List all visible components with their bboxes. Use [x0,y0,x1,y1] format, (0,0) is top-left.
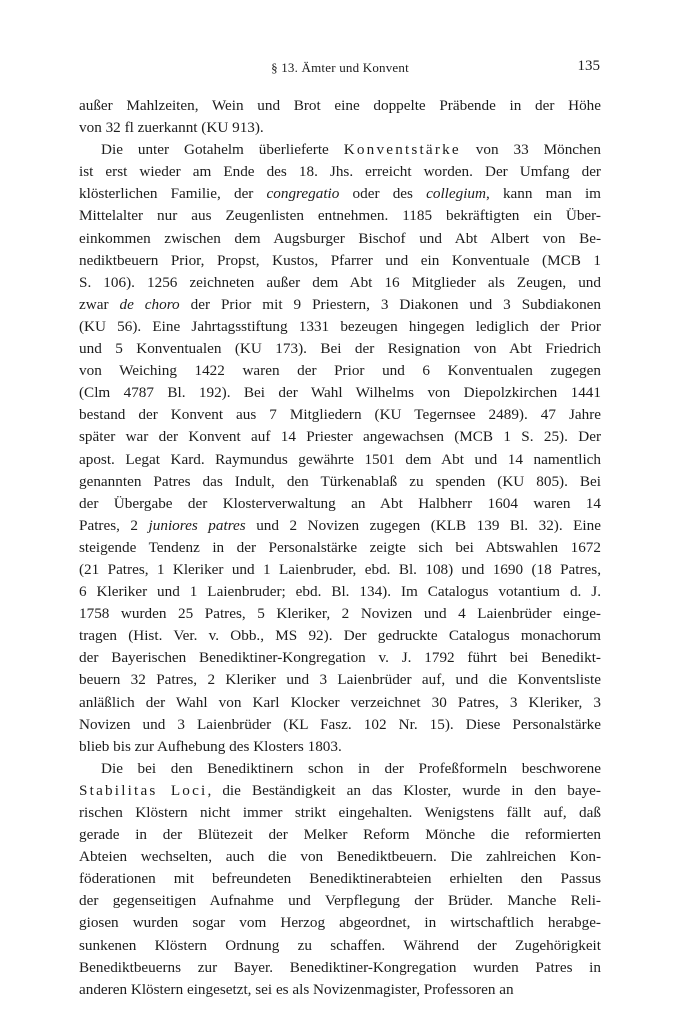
line-text: außer Mahlzeiten, Wein und Brot eine doppelte Präbende in der Höhe [79,97,601,114]
line-text: der gegenseitigen Aufnahme und Verpflegung der Brüder. Manche Reli- [79,892,601,910]
line-text: nediktbeuern Prior, Propst, Kustos, Pfarrer und ein Konventuale (MCB 1 [79,251,601,269]
text-line [79,979,601,1001]
italic-term: de choro [119,295,180,313]
line-text: der Übergabe der Klosterverwaltung an Abt Halbherr 1604 waren 14 [79,494,601,512]
line-text: föderationen mit befreundeten Benediktinerabteien erhielten den Passus [79,870,601,888]
line-text: S. 106). 1256 zeichneten außer dem Abt 16 Mitglieder als Zeugen, und [79,273,601,291]
line-text: der Prior mit 9 Priestern, 3 Diakonen und 3 Subdiakonen [179,295,601,313]
text-line [79,426,601,448]
paragraph-2 [79,139,601,758]
line-text: genannten Patres das Indult, den Türkenablaß zu spenden (KU 805). Bei [79,472,601,490]
text-line [79,139,601,161]
line-text: bestand der Konvent aus 7 Mitgliedern (KU Tegernsee 2489). 47 Jahre [79,406,601,424]
line-text: zwar [79,295,120,313]
text-line [79,736,601,758]
line-text: (KU 56). Eine Jahrtagsstiftung 1331 bezeugen hingegen lediglich der Prior [79,317,601,335]
text-line [79,846,601,868]
text-line [79,117,601,139]
line-text: apost. Legat Kard. Raymundus gewährte 1501 dem Abt und 14 namentlich [79,450,601,468]
page-number: 135 [577,58,600,74]
line-text: und 5 Konventualen (KU 173). Bei der Resignation von Abt Friedrich [79,340,601,358]
text-line [79,449,601,471]
text-line [79,471,601,493]
text-line [79,95,601,117]
text-line [79,802,601,824]
line-text: , kann man im [486,185,601,203]
text-line [79,404,601,426]
text-line [79,360,601,382]
text-line [79,957,601,979]
running-title: § 13. Ämter und Konvent [271,60,409,75]
paragraph-3 [79,758,601,1001]
text-line [79,559,601,581]
text-line [79,338,601,360]
line-text: klösterlichen Familie, der [79,185,267,203]
line-text: Abteien wechselten, auch die von Benediktbeuern. Die zahlreichen Kon- [79,848,601,866]
line-text: Die unter Gotahelm überlieferte [101,141,344,159]
line-text: von Weiching 1422 waren der Prior und 6 Konventualen zugegen [79,362,601,380]
line-text: oder des [339,185,427,203]
line-text: Die bei den Benediktinern schon in der Profeßformeln beschworene [101,759,601,777]
line-text: gerade in der Blütezeit der Melker Reform Mönche die reformierten [79,826,601,844]
text-line [79,537,601,559]
text-line [79,603,601,625]
text-line [79,758,601,780]
text-line [79,714,601,736]
line-text: Novizen und 3 Laienbrüder (KL Fasz. 102 Nr. 15). Diese Personalstärke [79,715,601,733]
letterspaced-term: Stabilitas Loci [79,781,208,799]
line-text: beuern 32 Patres, 2 Kleriker und 3 Laienbrüder auf, und die Konventsliste [79,671,601,689]
line-text: anderen Klöstern eingesetzt, sei es als Novizenmagister, Professoren an [79,980,514,998]
italic-term: congregatio [266,185,340,203]
italic-term: collegium [426,185,486,203]
text-line [79,493,601,515]
text-line [79,250,601,272]
line-text: sunkenen Klöstern Ordnung zu schaffen. Während der Zugehörigkeit [79,936,601,954]
line-text: einkommen zwischen dem Augsburger Bischof und Abt Albert von Be- [79,229,601,247]
line-text: blieb bis zur Aufhebung des Klosters 1803. [79,737,342,755]
letterspaced-term: Konventstärke [343,141,461,159]
text-line [79,824,601,846]
line-text: ist erst wieder am Ende des 18. Jhs. erreicht worden. Der Umfang der [79,163,601,181]
text-line [79,515,601,537]
line-text: von 32 fl zuerkannt (KU 913). [79,119,264,137]
line-text: (21 Patres, 1 Kleriker und 1 Laienbruder, ebd. Bl. 108) und 1690 (18 Patres, [79,560,601,578]
text-line [79,294,601,316]
paragraph-1 [79,95,601,139]
line-text: Benediktbeuerns zur Bayer. Benediktiner-Kongregation wurden Patres in [79,958,601,976]
line-text: Mittelalter nur aus Zeugenlisten entnehmen. 1185 bekräftigten ein Über- [79,207,601,225]
text-line [79,228,601,250]
page-header [79,58,601,80]
line-text: 6 Kleriker und 1 Laienbruder; ebd. Bl. 134). Im Catalogus votantium d. J. [79,583,601,601]
text-line [79,692,601,714]
text-line [79,647,601,669]
text-line [79,912,601,934]
line-text: der Bayerischen Benediktiner-Kongregation v. J. 1792 führt bei Benedikt- [79,649,601,667]
line-text: von 33 Mönchen [460,141,601,159]
line-text: rischen Klöstern nicht immer strikt eingehalten. Wenigstens fällt auf, daß [79,804,601,821]
body-text [79,95,601,1001]
line-text: steigende Tendenz in der Personalstärke zeigte sich bei Abtswahlen 1672 [79,538,601,556]
line-text: , die Beständigkeit an das Kloster, wurde in den baye- [207,781,601,799]
line-text: giosen wurden sogar vom Herzog abgeordnet, in wirtschaftlich herabge- [79,914,601,932]
text-line [79,183,601,205]
text-line [79,868,601,890]
text-line [79,625,601,647]
line-text: anläßlich der Wahl von Karl Klocker verzeichnet 30 Patres, 3 Kleriker, 3 [79,693,601,711]
text-line [79,272,601,294]
line-text: (Clm 4787 Bl. 192). Bei der Wahl Wilhelms von Diepolzkirchen 1441 [79,384,601,402]
text-line [79,669,601,691]
text-line [79,581,601,603]
italic-term: juniores patres [148,516,246,534]
text-line [79,161,601,183]
line-text: tragen (Hist. Ver. v. Obb., MS 92). Der gedruckte Catalogus monachorum [79,627,601,645]
line-text: 1758 wurden 25 Patres, 5 Kleriker, 2 Novizen und 4 Laienbrüder einge- [79,605,601,623]
line-text: Patres, 2 [79,516,149,534]
line-text: und 2 Novizen zugegen (KLB 139 Bl. 32). Eine [245,516,601,534]
text-line [79,935,601,957]
text-line [79,205,601,227]
text-line [79,382,601,404]
text-line [79,316,601,338]
text-line [79,890,601,912]
line-text: später war der Konvent auf 14 Priester angewachsen (MCB 1 S. 25). Der [79,428,601,446]
text-line [79,780,601,802]
